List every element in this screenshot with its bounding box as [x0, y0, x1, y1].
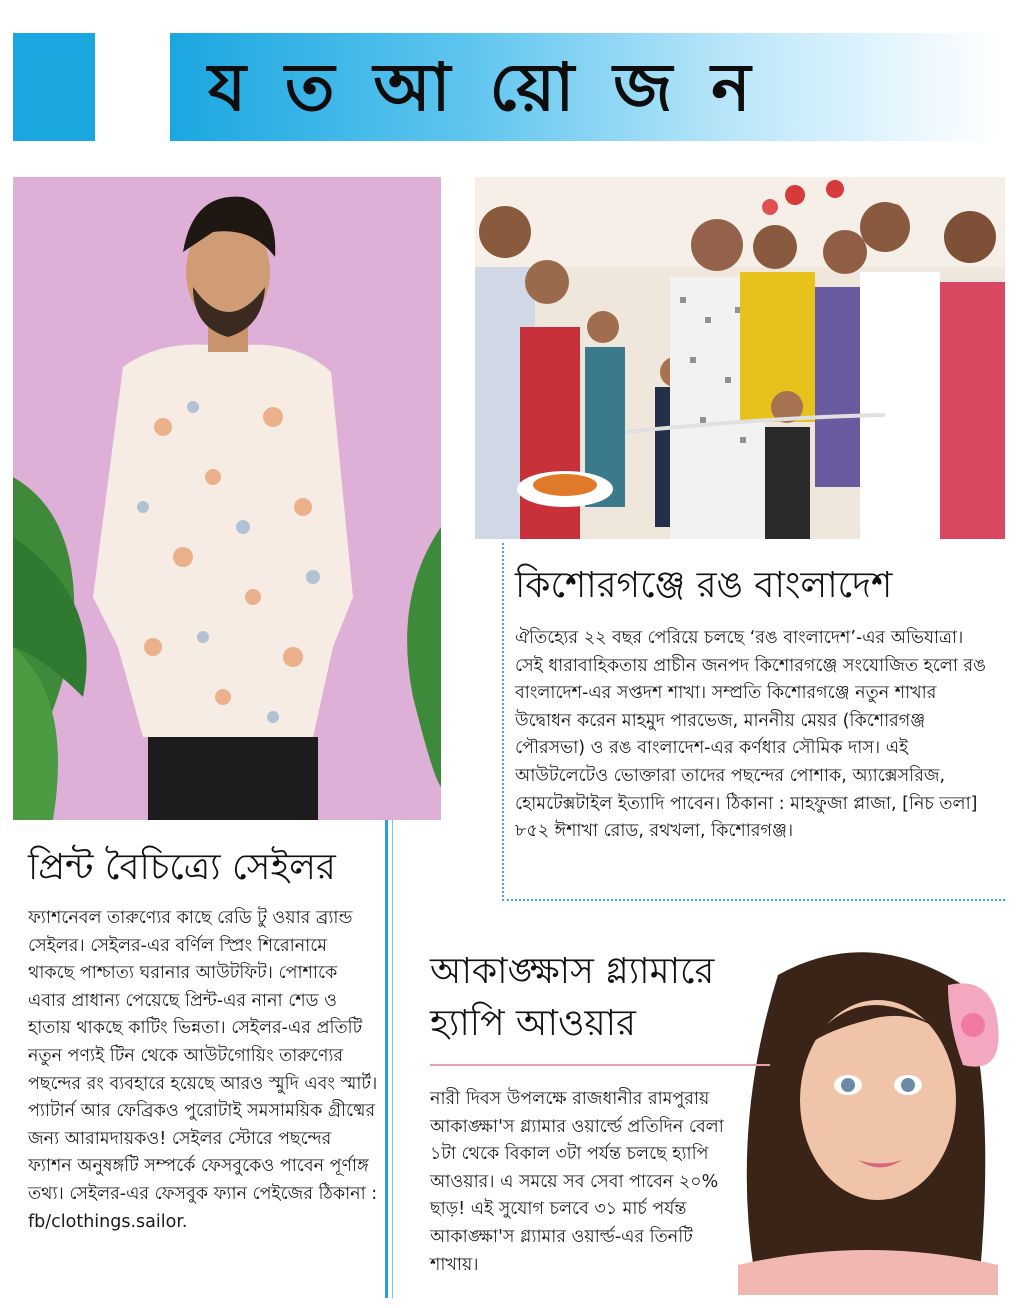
event-article-body: ঐতিহ্যের ২২ বছর পেরিয়ে চলছে ‘রঙ বাংলাদেশ’-এর অভিযাত্রা। সেই ধারাবাহিকতায় প্রাচীন জনপদ কিশোরগঞ্জে সংযোজিত হলো রঙ বাংলাদেশ-এর সপ্তদশ শাখা। সম্প্রতি কিশোরগঞ্জে নতুন শাখার উদ্বোধন করেন মাহমুদ পারভেজ, মাননীয় মেয়র (কিশোরগঞ্জ পৌরসভা) ও রঙ বাংলাদেশ-এর কর্ণধার সৌমিক দাস। এই আউটলেটেও ভোক্তারা তাদের পছন্দের পোশাক, অ্যাক্সেসরিজ, হোমটেক্সটাইল ইত্যাদি পাবেন। ঠিকানা : মাহফুজা প্লাজা, [নিচ তলা] ৮৫২ ঈশাখা রোড, রথখলা, কিশোরগঞ্জ।	[515, 628, 986, 842]
column-divider-thin	[392, 820, 393, 1298]
akankha-article-body: নারী দিবস উপলক্ষে রাজধানীর রামপুরায় আকাঙ্ক্ষা'স গ্ল্যামার ওয়ার্ল্ডে প্রতিদিন বেলা ১টা থেকে বিকাল ৩টা পর্যন্ত চলছে হ্যাপি আওয়ার। এ সময়ে সব সেবা পাবেন ২০% ছাড়! এই সুযোগ চলবে ৩১ মার্চ পর্যন্ত আকাঙ্ক্ষা'স গ্ল্যামার ওয়ার্ল্ড-এর তিনটি শাখায়।	[430, 1089, 724, 1275]
sailor-article-heading: প্রিন্ট বৈচিত্র্যে সেইলর	[28, 847, 336, 888]
page-title: য ত আ য়ো জ ন	[208, 49, 759, 126]
sailor-article-body: ফ্যাশনেবল তারুণ্যের কাছে রেডি টু ওয়ার ব্র্যান্ড সেইলর। সেইলর-এর বর্ণিল স্প্রিং শিরোনামে থাকছে পাশ্চাত্য ঘরানার আউটফিট। পোশাকে এবার প্রাধান্য পেয়েছে প্রিন্ট-এর নানা শেড ও হাতায় থাকছে কাটিং ভিন্নতা। সেইলর-এর প্রতিটি নতুন পণ্যই টিন থেকে আউটগোয়িং তারুণ্যের পছন্দের রং ব্যবহারে হয়েছে আরও স্মুদি এবং স্মার্ট। প্যাটার্ন আর ফেব্রিকও পুরোটাই সমসাময়িক গ্রীষ্মের জন্য আরামদায়কও! সেইলর স্টোরে পছন্দের ফ্যাশন অনুষঙ্গটি সম্পর্কে ফেসবুকেও পাবেন পূর্ণাঙ্গ তথ্য। সেইলর-এর ফেসবুক ফ্যান পেইজের ঠিকানা : fb/clothings.sailor.	[28, 908, 378, 1232]
event-photo	[475, 177, 1005, 539]
akankha-article-heading: আকাঙ্ক্ষাস গ্ল্যামারে হ্যাপি আওয়ার	[430, 951, 715, 1044]
header-accent-square	[13, 33, 95, 141]
column-divider	[385, 820, 388, 1298]
akankha-heading-rule	[430, 1064, 770, 1066]
event-article-heading: কিশোরগঞ্জে রঙ বাংলাদেশ	[515, 565, 893, 606]
model-photo	[13, 177, 441, 820]
woman-photo	[718, 935, 1013, 1295]
